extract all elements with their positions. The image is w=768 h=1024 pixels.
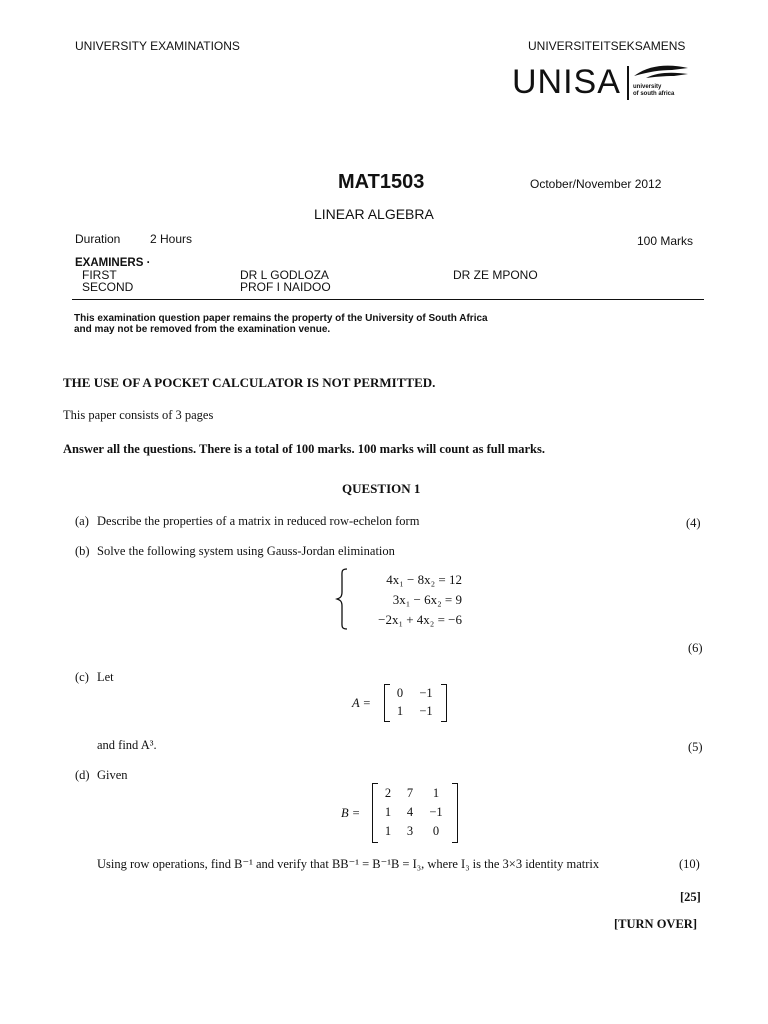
- matrix-b-cell: 4: [406, 805, 414, 819]
- part-a-text: Describe the properties of a matrix in reduced row-echelon form: [97, 514, 420, 528]
- question-total: [25]: [680, 890, 701, 904]
- examiner-second-name: PROF I NAIDOO: [240, 280, 331, 294]
- part-d-marks: (10): [679, 857, 700, 871]
- matrix-b-cell: 1: [432, 786, 440, 800]
- header-divider: [72, 299, 704, 300]
- system-equations: [352, 570, 462, 630]
- matrix-b-cell: −1: [429, 805, 443, 819]
- duration-value: 2 Hours: [150, 232, 193, 246]
- part-c-label: (c): [75, 670, 89, 684]
- matrix-a-right-bracket: [441, 684, 447, 722]
- examiner-second-label: SECOND: [82, 280, 134, 294]
- examiner-first-label: FIRST: [82, 268, 117, 282]
- question-title: QUESTION 1: [342, 481, 421, 496]
- part-c-text: Let: [97, 670, 114, 684]
- system-brace-icon: [335, 568, 349, 630]
- matrix-b-cell: 0: [432, 824, 440, 838]
- part-b-label: (b): [75, 544, 90, 558]
- course-code: MAT1503: [338, 171, 425, 193]
- part-c-find-text: and find A³.: [97, 738, 157, 752]
- external-examiner-name: DR ZE MPONO: [453, 268, 538, 282]
- logo-tagline-2: of south africa: [633, 91, 675, 97]
- part-d-label: (d): [75, 768, 90, 782]
- part-c-marks: (5): [688, 740, 703, 754]
- calculator-instruction: THE USE OF A POCKET CALCULATOR IS NOT PERMITTED.: [63, 375, 436, 390]
- matrix-b-cell: 7: [406, 786, 414, 800]
- part-a-marks: (4): [686, 516, 701, 530]
- matrix-a-cell: −1: [419, 686, 433, 700]
- matrix-a-cell: 1: [396, 704, 404, 718]
- header-left: UNIVERSITY EXAMINATIONS: [75, 39, 240, 53]
- duration-label: Duration: [75, 232, 121, 246]
- property-notice-line1: This examination question paper remains the property of the University of South Africa: [74, 313, 488, 324]
- matrix-b-right-bracket: [452, 783, 458, 843]
- property-notice: [74, 313, 488, 335]
- equation-1: 4x₁ − 8x₂ = 12: [386, 572, 462, 587]
- part-b-text: Solve the following system using Gauss-Jordan elimination: [97, 544, 395, 558]
- logo-tagline-1: university: [633, 84, 662, 90]
- unisa-logo-wing-icon: [632, 62, 692, 82]
- matrix-b-name: B =: [341, 806, 361, 820]
- part-b-marks: (6): [688, 641, 703, 655]
- matrix-b-cell: 1: [384, 824, 392, 838]
- matrix-a-cell: 0: [396, 686, 404, 700]
- answer-instruction: Answer all the questions. There is a total of 100 marks. 100 marks will count as full marks.: [63, 442, 545, 456]
- pages-note: This paper consists of 3 pages: [63, 408, 214, 422]
- matrix-b-cell: 1: [384, 805, 392, 819]
- exam-session: October/November 2012: [530, 177, 662, 191]
- examiner-first-name: DR L GODLOZA: [240, 268, 329, 282]
- turn-over: [TURN OVER]: [614, 917, 697, 931]
- matrix-b-cell: 3: [406, 824, 414, 838]
- logo-divider: [627, 66, 629, 100]
- header-right: UNIVERSITEITSEKSAMENS: [528, 39, 686, 53]
- part-d-text: Given: [97, 768, 128, 782]
- total-marks: 100 Marks: [637, 234, 694, 248]
- logo-tagline: [633, 84, 674, 98]
- matrix-a-cell: −1: [419, 704, 433, 718]
- subject-title: LINEAR ALGEBRA: [314, 206, 434, 222]
- part-a-label: (a): [75, 514, 89, 528]
- matrix-b-cell: 2: [384, 786, 392, 800]
- examiners-heading: EXAMINERS ·: [75, 257, 151, 269]
- part-d-task: Using row operations, find B⁻¹ and verify that BB⁻¹ = B⁻¹B = I₃, where I₃ is the 3×3 identity matrix: [97, 857, 600, 871]
- matrix-a-name: A =: [352, 696, 371, 710]
- unisa-logo-word: UNISA: [512, 63, 621, 101]
- equation-3: −2x₁ + 4x₂ = −6: [378, 612, 462, 627]
- property-notice-line2: and may not be removed from the examination venue.: [74, 324, 331, 335]
- equation-2: 3x₁ − 6x₂ = 9: [392, 592, 462, 607]
